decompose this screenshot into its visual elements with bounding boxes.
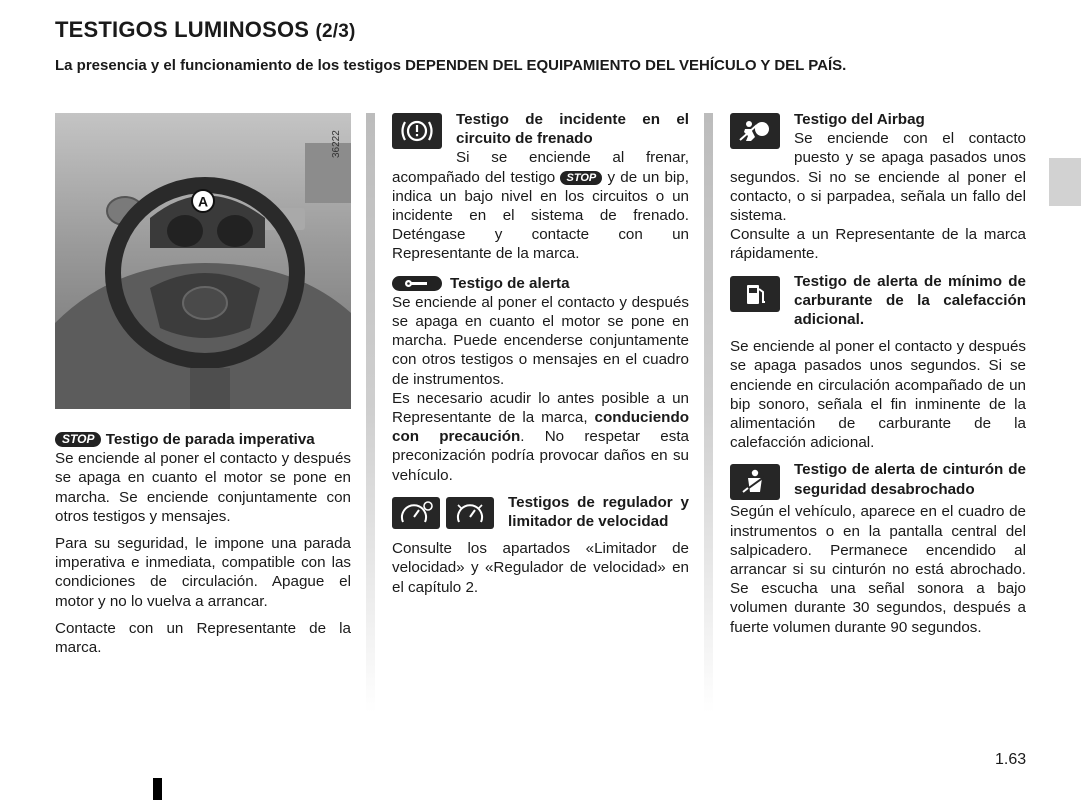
stop-text-1: Se enciende al poner el contacto y después se apaga en cuanto el motor se pone en marcha. Se enciende conjuntamente con otros testigos y mensajes. — [55, 450, 351, 525]
wrench-icon — [392, 276, 442, 291]
cruise-control-icon — [446, 497, 494, 529]
speed-limiter-icon — [392, 497, 440, 529]
seatbelt-icon — [730, 464, 780, 500]
brake-warning-icon — [392, 113, 442, 149]
intro-text: La presencia y el funcionamiento de los testigos DEPENDEN DEL EQUIPAMIENTO DEL VEHÍCULO Y DEL PAÍS. — [55, 57, 847, 74]
airbag-icon — [730, 113, 780, 149]
speed-text: Consulte los apartados «Limitador de velocidad» y «Regulador de velocidad» en el capítulo 2. — [392, 540, 689, 596]
stop-text-3: Contacte con un Representante de la marca. — [55, 619, 351, 657]
stop-title: Testigo de parada imperativa — [105, 431, 315, 448]
page-title-suffix: (2/3) — [315, 21, 356, 42]
column-divider-1 — [366, 113, 375, 713]
speed-section — [392, 493, 689, 531]
stop-section — [55, 430, 351, 449]
belt-text: Según el vehículo, aparece en el cuadro de instrumentos o en la pantalla central del salpicadero. Permanece encendido al arrancar si su cinturón no está abrochado. Se escucha una señal sonora a bajo volumen durante 30 segundos, después a fuerte volumen durante 90 segundos. — [730, 503, 1026, 636]
fuel-title: Testigo de alerta de mínimo de carburante de la calefacción adicional. — [794, 272, 1026, 329]
speed-title: Testigos de regulador y limitador de velocidad — [508, 493, 689, 531]
belt-title: Testigo de alerta de cinturón de seguridad desabrochado — [794, 461, 1026, 498]
figure-number: 36222 — [331, 130, 342, 158]
stop-text-2: Para su seguridad, le impone una parada imperativa e inmediata, compatible con las condiciones de circulación. Apague el motor y no lo vuelva a arrancar. — [55, 535, 351, 610]
callout-a: A — [197, 193, 209, 210]
airbag-text-1: Se enciende con el contacto puesto y se apaga pasados unos segundos. Si no se enciende al poner el contacto, o si parpadea, señala un fallo del sistema. — [730, 130, 1026, 225]
airbag-text-2: Consulte a un Representante de la marca rápidamente. — [730, 226, 1026, 263]
crop-mark — [153, 778, 162, 800]
stop-icon: STOP — [55, 432, 101, 447]
alert-text-1: Se enciende al poner el contacto y después se apaga en cuanto el motor se pone en marcha. Puede encenderse conjuntamente con otros testigos o mensajes en el cuadro de instrumentos. — [392, 293, 689, 388]
airbag-title: Testigo del Airbag — [794, 111, 925, 128]
page-number: 1.63 — [995, 751, 1027, 768]
dashboard-illustration — [55, 113, 351, 409]
brake-text-before: Si se enciende al frenar, acompañado del testigo — [392, 149, 689, 186]
alert-text-2-bold: conduciendo con precaución — [392, 409, 689, 446]
alert-text-2-after: . No respetar esta preconización podría provocar daños en su vehículo. — [392, 428, 690, 484]
belt-section — [730, 460, 1026, 498]
alert-text-2 — [392, 389, 689, 485]
alert-heading — [392, 274, 689, 293]
chapter-tab — [1049, 158, 1081, 206]
brake-title: Testigo de incidente en el circuito de frenado — [456, 111, 689, 148]
page-title — [55, 17, 356, 43]
page-title-text: TESTIGOS LUMINOSOS — [55, 17, 310, 42]
stop-icon-inline: STOP — [560, 171, 602, 185]
brake-text — [392, 148, 689, 263]
alert-title: Testigo de alerta — [450, 274, 570, 292]
column-1 — [55, 430, 351, 657]
fuel-text: Se enciende al poner el contacto y después se apaga pasados unos segundos. Si se enciende en circulación acompañado de un bip sonoro, señala el fin inminente de la alimentación de carburante de la calefacción adicional. — [730, 338, 1026, 452]
fuel-section — [730, 272, 1026, 330]
alert-text-2-before: Es necesario acudir lo antes posible a un Representante de la marca, — [392, 389, 689, 427]
brake-text-after: y de un bip, indica un bajo nivel en los circuitos o un incidente en el sistema de frenado. Deténgase y contacte con un Representante de la marca. — [392, 168, 689, 263]
dashboard-photo — [55, 113, 351, 409]
speed-icons — [392, 497, 494, 529]
column-3 — [730, 110, 1026, 637]
fuel-heater-icon — [730, 276, 780, 312]
column-2 — [392, 110, 689, 597]
column-divider-2 — [704, 113, 713, 713]
